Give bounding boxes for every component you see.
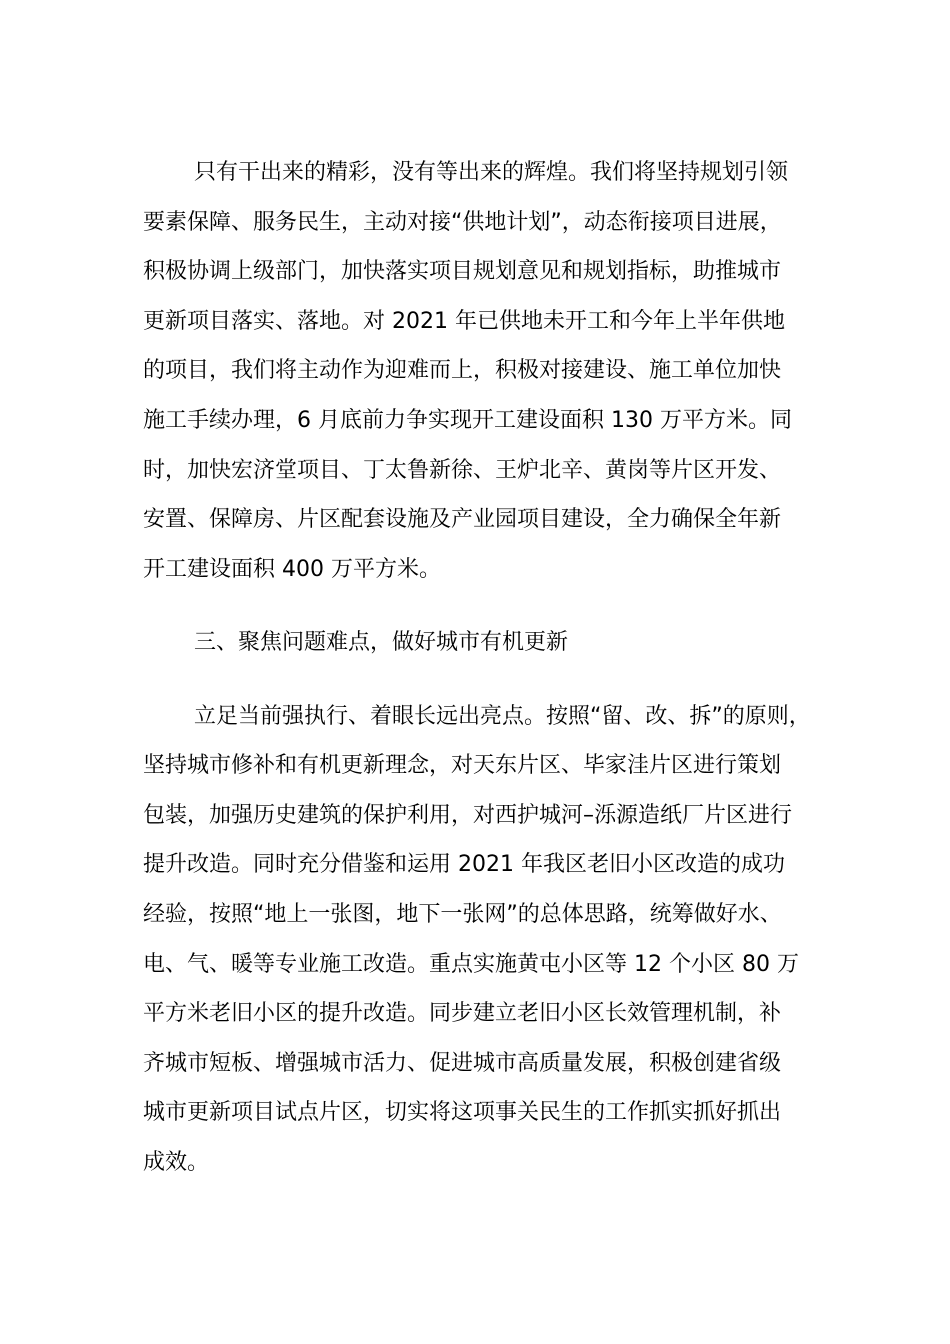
paragraph-2-line-4: 提升改造。同时充分借鉴和运用 2021 年我区老旧小区改造的成功	[143, 852, 785, 877]
paragraph-1-line-9: 开工建设面积 400 万平方米。	[143, 557, 441, 582]
paragraph-2-line-1: 立足当前强执行、着眼长远出亮点。按照“留、改、拆”的原则，	[194, 704, 811, 729]
paragraph-1-line-7: 时，加快宏济堂项目、丁太鲁新徐、王炉北辛、黄岗等片区开发、	[143, 458, 782, 483]
paragraph-2-line-9: 城市更新项目试点片区，切实将这项事关民生的工作抓实抓好抓出	[143, 1100, 782, 1125]
paragraph-1-line-3: 积极协调上级部门，加快落实项目规划意见和规划指标，助推城市	[143, 259, 782, 284]
paragraph-1-line-5: 的项目，我们将主动作为迎难而上，积极对接建设、施工单位加快	[143, 358, 782, 383]
paragraph-1-line-6: 施工手续办理，6 月底前力争实现开工建设面积 130 万平方米。同	[143, 408, 792, 433]
paragraph-2-line-8: 齐城市短板、增强城市活力、促进城市高质量发展，积极创建省级	[143, 1051, 782, 1076]
paragraph-2-line-6: 电、气、暖等专业施工改造。重点实施黄屯小区等 12 个小区 80 万	[143, 952, 799, 977]
paragraph-2-line-7: 平方米老旧小区的提升改造。同步建立老旧小区长效管理机制，补	[143, 1001, 782, 1026]
paragraph-1-line-2: 要素保障、服务民生，主动对接“供地计划”，动态衔接项目进展，	[143, 210, 782, 235]
paragraph-2-line-5: 经验，按照“地上一张图，地下一张网”的总体思路，统筹做好水、	[143, 902, 782, 927]
section-heading: 三、聚焦问题难点，做好城市有机更新	[194, 630, 569, 655]
paragraph-1-line-8: 安置、保障房、片区配套设施及产业园项目建设，全力确保全年新	[143, 507, 782, 532]
paragraph-2-line-10: 成效。	[143, 1150, 210, 1175]
paragraph-1-line-1: 只有干出来的精彩，没有等出来的辉煌。我们将坚持规划引领	[194, 160, 789, 185]
paragraph-1-line-4: 更新项目落实、落地。对 2021 年已供地未开工和今年上半年供地	[143, 309, 785, 334]
paragraph-2-line-2: 坚持城市修补和有机更新理念，对天东片区、毕家洼片区进行策划	[143, 753, 782, 778]
paragraph-2-line-3: 包装，加强历史建筑的保护利用，对西护城河–泺源造纸厂片区进行	[143, 803, 793, 828]
